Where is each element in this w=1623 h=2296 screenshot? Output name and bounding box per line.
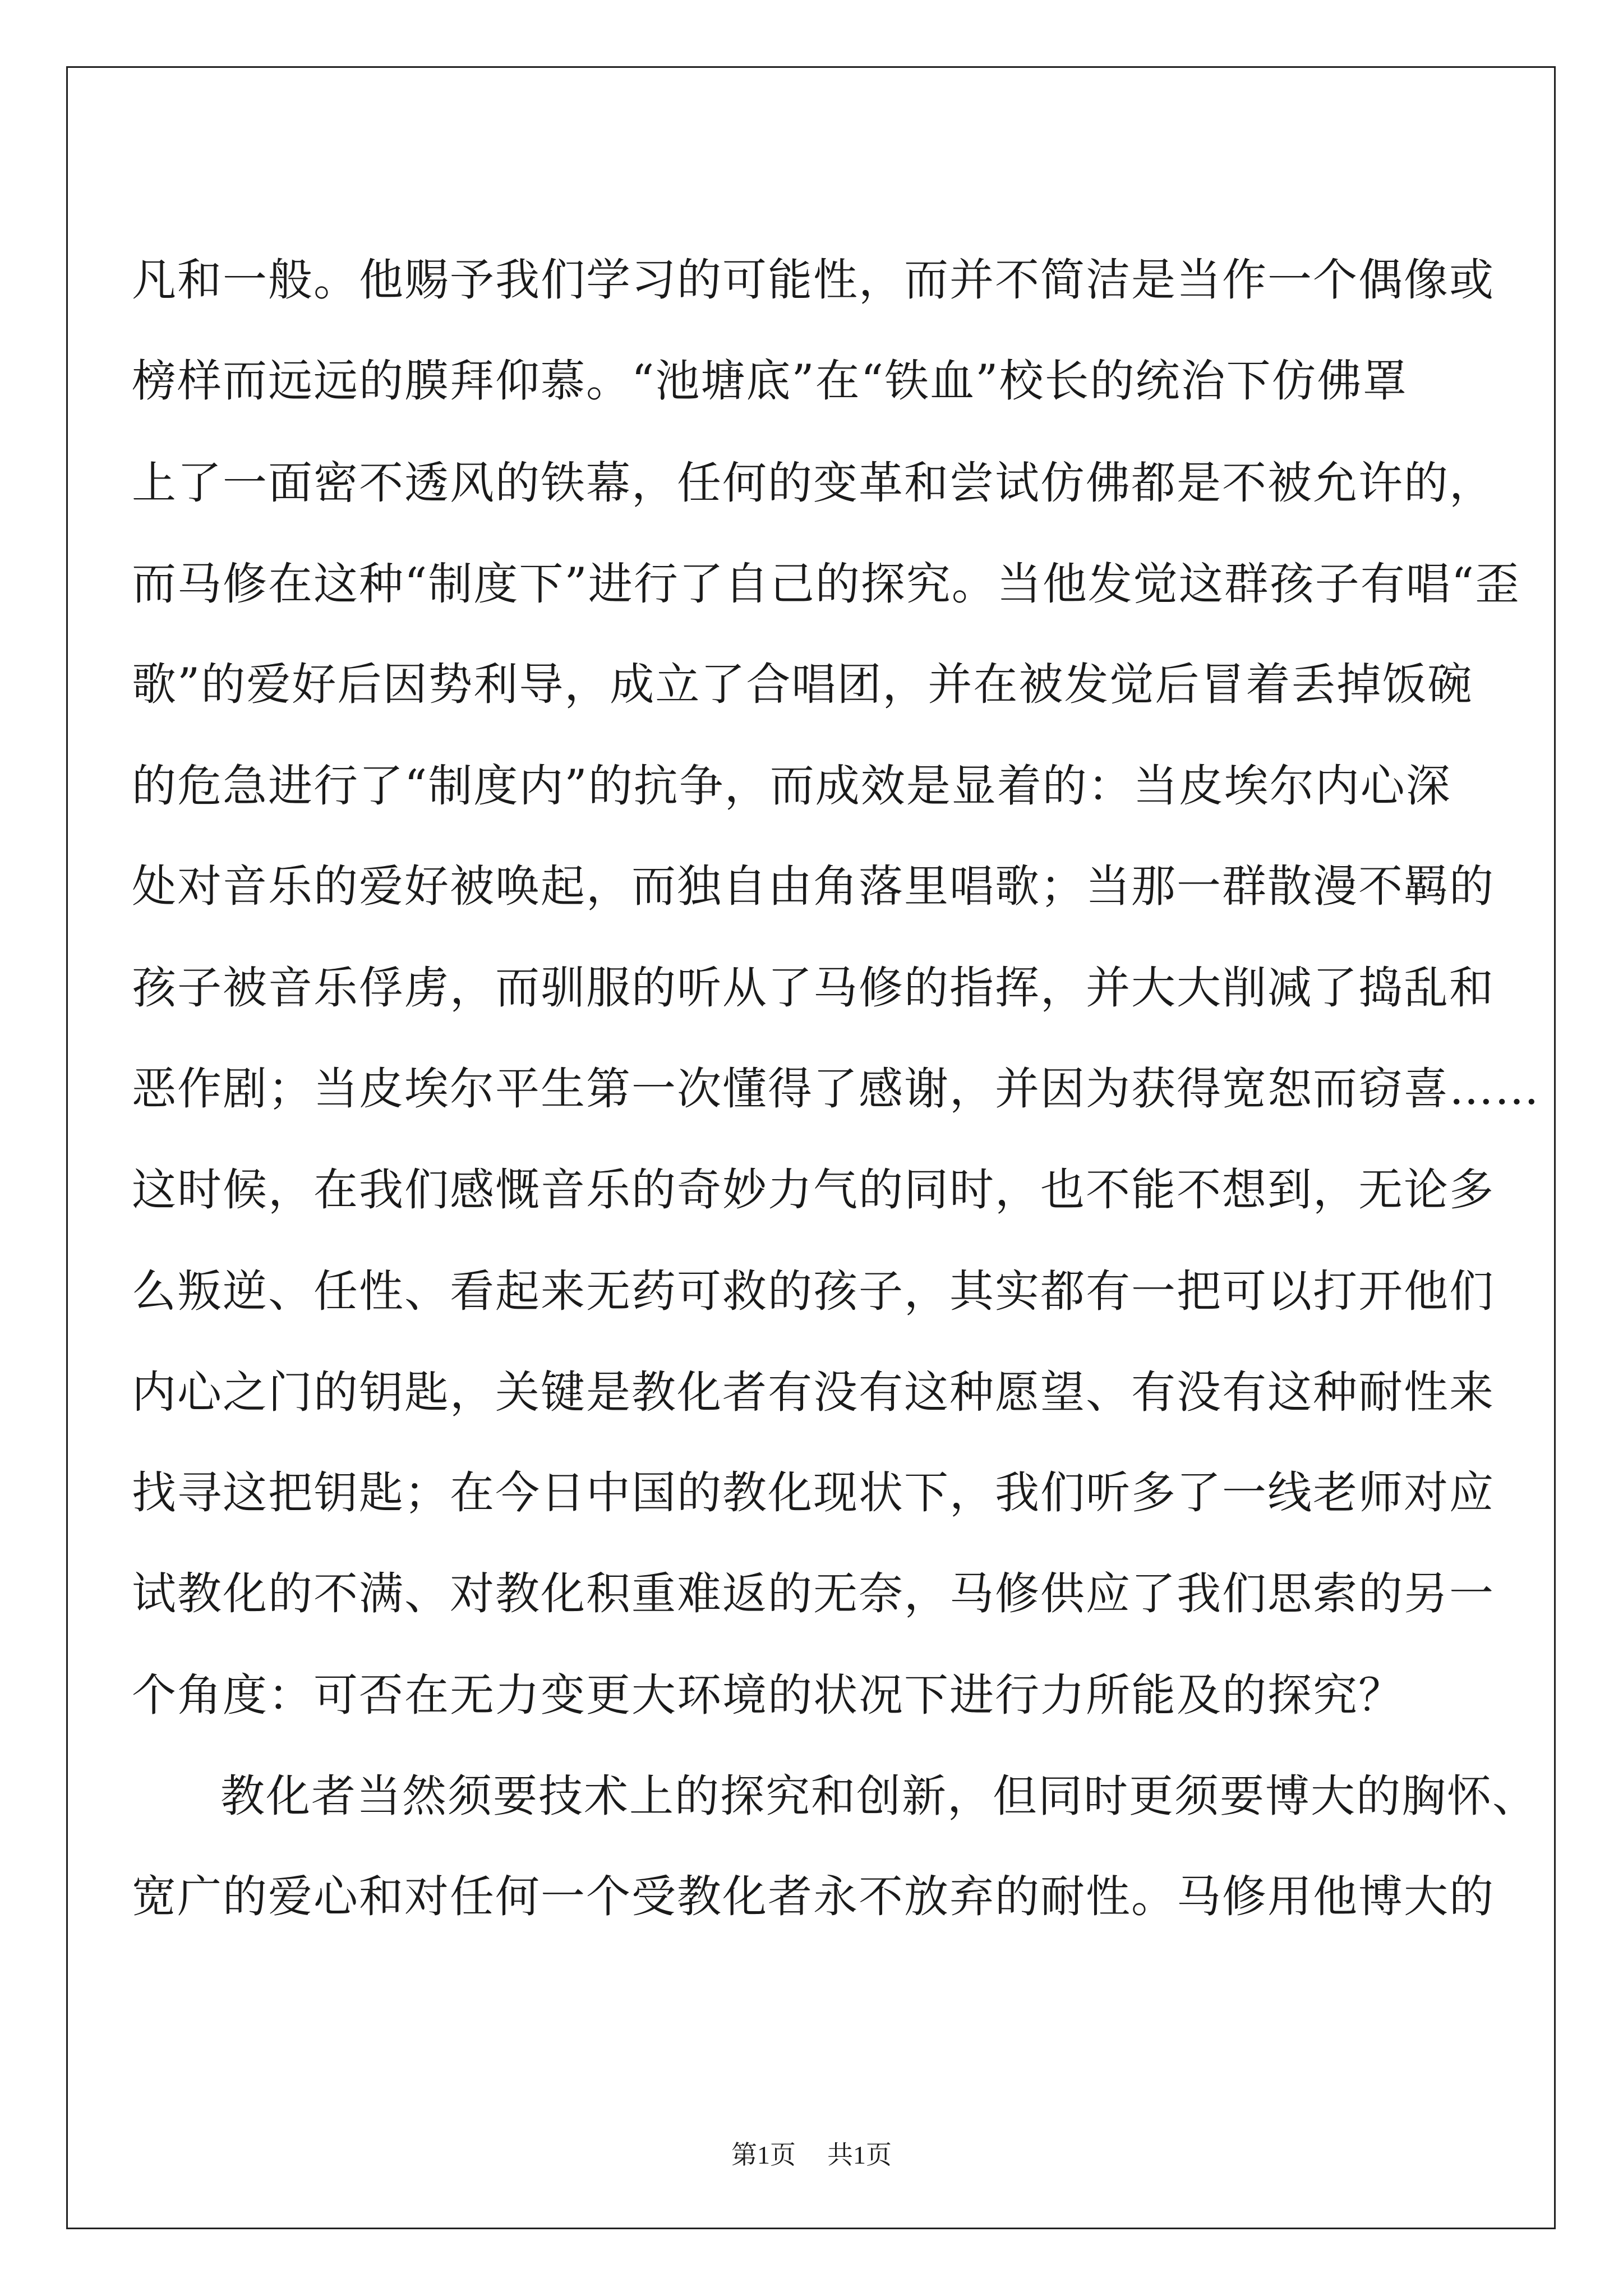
text-line: 而马修在这种“制度下”进行了自己的探究。当他发觉这群孩子有唱“歪 xyxy=(132,558,1521,610)
text-line: 榜样而远远的膜拜仰慕。“池塘底”在“铁血”校长的统治下仿佛罩 xyxy=(132,355,1408,407)
page-number-current: 第1页 xyxy=(731,2141,796,2169)
text-line: 试教化的不满、对教化积重难返的无奈，马修供应了我们思索的另一 xyxy=(132,1568,1495,1619)
text-line: 处对音乐的爱好被唤起，而独自由角落里唱歌；当那一群散漫不羁的 xyxy=(132,861,1495,912)
text-line: 上了一面密不透风的铁幕，任何的变革和尝试仿佛都是不被允许的， xyxy=(132,457,1495,509)
page-footer xyxy=(0,2134,1623,2171)
text-line: 找寻这把钥匙；在今日中国的教化现状下，我们听多了一线老师对应 xyxy=(132,1467,1495,1519)
text-line: 个角度：可否在无力变更大环境的状况下进行力所能及的探究？ xyxy=(132,1669,1404,1721)
text-line: 恶作剧；当皮埃尔平生第一次懂得了感谢，并因为获得宽恕而窃喜…… xyxy=(132,1063,1540,1115)
page-number-total: 共1页 xyxy=(827,2141,892,2169)
text-line: 孩子被音乐俘虏，而驯服的听从了马修的指挥，并大大削减了捣乱和 xyxy=(132,962,1495,1014)
paragraph-start-line: 教化者当然须要技术上的探究和创新，但同时更须要博大的胸怀、 xyxy=(220,1770,1538,1822)
text-line: 么叛逆、任性、看起来无药可救的孩子，其实都有一把可以打开他们 xyxy=(132,1266,1495,1317)
text-line: 歌”的爱好后因势利导，成立了合唱团，并在被发觉后冒着丢掉饭碗 xyxy=(132,659,1473,710)
text-line: 凡和一般。他赐予我们学习的可能性，而并不简洁是当作一个偶像或 xyxy=(132,254,1495,306)
text-line: 这时候，在我们感慨音乐的奇妙力气的同时，也不能不想到，无论多 xyxy=(132,1164,1495,1216)
text-line: 宽广的爱心和对任何一个受教化者永不放弃的耐性。马修用他博大的 xyxy=(132,1871,1495,1922)
text-line: 内心之门的钥匙，关键是教化者有没有这种愿望、有没有这种耐性来 xyxy=(132,1366,1495,1418)
text-line: 的危急进行了“制度内”的抗争，而成效是显着的：当皮埃尔内心深 xyxy=(132,760,1451,812)
